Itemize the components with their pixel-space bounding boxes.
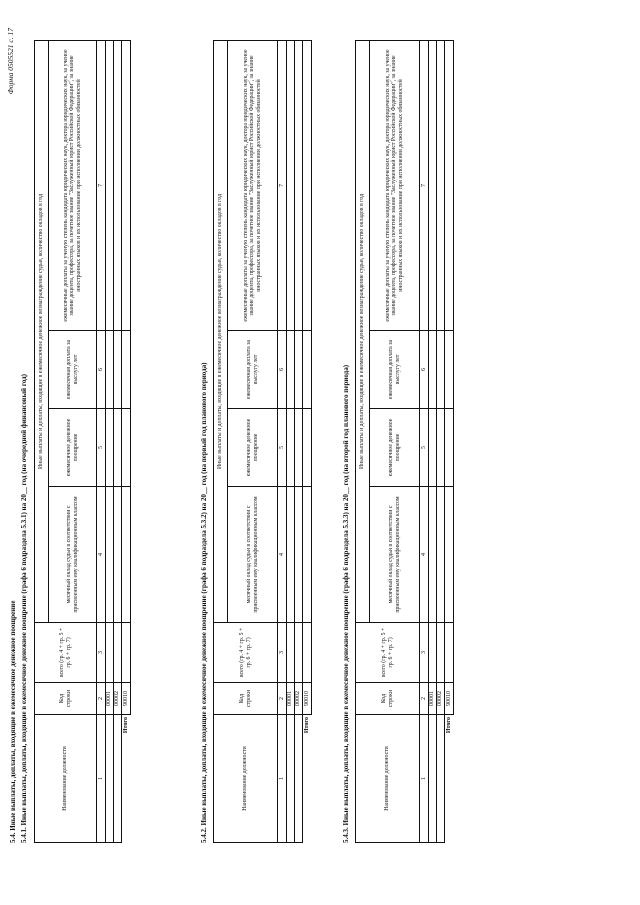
total-cell-5[interactable] [303, 409, 312, 487]
total-cell-7[interactable] [445, 40, 454, 330]
index-cell: 1 [97, 715, 106, 843]
cell-4[interactable] [429, 487, 437, 623]
col-header-5: ежемесячное денежное поощрение [228, 409, 278, 487]
table-3-title: 5.4.3. Иные выплаты, доплаты, входящие в ежемесячное денежное поощрение (графа 6 подраздела 5.3.3) на 20__ год (на второй год планового периода) [342, 364, 350, 843]
total-code: 90010 [303, 683, 312, 715]
total-code: 90010 [122, 683, 131, 715]
col-header-name: Наименование должности [214, 715, 278, 843]
table-row [429, 40, 437, 842]
cell-4[interactable] [106, 487, 114, 623]
row-code: 00002 [437, 683, 445, 715]
cell-5[interactable] [295, 409, 303, 487]
index-cell: 4 [420, 487, 429, 623]
index-cell: 4 [278, 487, 287, 623]
total-cell-4[interactable] [445, 487, 454, 623]
row-code: 00001 [287, 683, 295, 715]
total-row [303, 40, 312, 842]
table-1 [34, 40, 131, 843]
index-cell: 5 [97, 409, 106, 487]
col-header-6: ежемесячная доплата за выслугу лет [370, 331, 420, 409]
cell-6[interactable] [287, 331, 295, 409]
col-header-group: Иные выплаты и доплаты, входящие в ежемесячное денежное вознаграждение судьи, количество окладов в год [356, 40, 370, 622]
col-header-4: месячный оклад судьи в соответствии с присвоенным ему квалификационным классом [49, 487, 97, 623]
row-code: 00001 [429, 683, 437, 715]
col-header-6: ежемесячная доплата за выслугу лет [228, 331, 278, 409]
col-header-code: Код строки [35, 683, 97, 715]
cell-name[interactable] [295, 715, 303, 843]
cell-name[interactable] [106, 715, 114, 843]
form-code: Форма 0505521 с. 17 [6, 28, 15, 95]
index-cell: 4 [97, 487, 106, 623]
col-header-5: ежемесячное денежное поощрение [370, 409, 420, 487]
total-code: 90010 [445, 683, 454, 715]
index-cell: 5 [278, 409, 287, 487]
cell-name[interactable] [114, 715, 122, 843]
table-row [295, 40, 303, 842]
col-header-name: Наименование должности [35, 715, 97, 843]
cell-6[interactable] [295, 331, 303, 409]
total-value[interactable] [122, 623, 131, 683]
cell-6[interactable] [429, 331, 437, 409]
table-3 [355, 40, 454, 843]
row-code: 00002 [295, 683, 303, 715]
table-row [437, 40, 445, 842]
cell-6[interactable] [106, 331, 114, 409]
index-cell: 7 [420, 40, 429, 330]
table-row [106, 40, 114, 842]
cell-4[interactable] [114, 487, 122, 623]
col-header-4: месячный оклад судьи в соответствии с присвоенным ему квалификационным классом [370, 487, 420, 623]
index-cell: 3 [420, 623, 429, 683]
total-cell-4[interactable] [122, 487, 131, 623]
col-header-7: ежемесячные доплаты за ученую степень кандидата юридических наук, доктора юридических наук, за ученое звание доцента, профессора, за почетное звание "Заслуженный юрист Российской Федерации", за знание иностранных языков и их использование при исполнении должностных обязанностей [370, 40, 420, 330]
index-cell: 6 [420, 331, 429, 409]
cell-4[interactable] [295, 487, 303, 623]
total-cell-6[interactable] [445, 331, 454, 409]
table-2-title: 5.4.2. Иные выплаты, доплаты, входящие в ежемесячное денежное поощрение (графа 6 подраздела 5.3.2) на 20__ год (на первый год планового периода) [200, 362, 208, 843]
cell-total[interactable] [437, 623, 445, 683]
col-header-total: всего (гр. 4 + гр. 5 + гр. 6 + гр. 7) [214, 623, 278, 683]
cell-5[interactable] [287, 409, 295, 487]
cell-7[interactable] [287, 40, 295, 330]
col-header-6: ежемесячная доплата за выслугу лет [49, 331, 97, 409]
total-cell-5[interactable] [122, 409, 131, 487]
col-header-total: всего (гр. 4 + гр. 5 + гр. 6 + гр. 7) [35, 623, 97, 683]
index-cell: 3 [278, 623, 287, 683]
col-header-7: ежемесячные доплаты за ученую степень кандидата юридических наук, доктора юридических наук, за ученое звание доцента, профессора, за почетное звание "Заслуженный юрист Российской Федерации", за знание иностранных языков и их использование при исполнении должностных обязанностей [228, 40, 278, 330]
index-cell: 5 [420, 409, 429, 487]
index-cell: 6 [97, 331, 106, 409]
col-header-group: Иные выплаты и доплаты, входящие в ежемесячное денежное вознаграждение судьи, количество окладов в год [35, 40, 49, 622]
cell-7[interactable] [106, 40, 114, 330]
total-cell-6[interactable] [122, 331, 131, 409]
index-cell: 2 [97, 683, 106, 715]
cell-5[interactable] [114, 409, 122, 487]
cell-total[interactable] [429, 623, 437, 683]
index-cell: 2 [278, 683, 287, 715]
index-cell: 7 [97, 40, 106, 330]
total-row [122, 40, 131, 842]
col-header-total: всего (гр. 4 + гр. 5 + гр. 6 + гр. 7) [356, 623, 420, 683]
total-cell-5[interactable] [445, 409, 454, 487]
col-header-5: ежемесячное денежное поощрение [49, 409, 97, 487]
cell-total[interactable] [106, 623, 114, 683]
total-value[interactable] [445, 623, 454, 683]
col-header-name: Наименование должности [356, 715, 420, 843]
section-header: 5.4. Иные выплаты, доплаты, входящие в ежемесячное денежное поощрение [9, 600, 17, 843]
row-code: 00002 [114, 683, 122, 715]
col-header-7: ежемесячные доплаты за ученую степень кандидата юридических наук, доктора юридических наук, за ученое звание доцента, профессора, за почетное звание "Заслуженный юрист Российской Федерации", за знание иностранных языков и их использование при исполнении должностных обязанностей [49, 40, 97, 330]
cell-5[interactable] [429, 409, 437, 487]
cell-7[interactable] [437, 40, 445, 330]
cell-4[interactable] [287, 487, 295, 623]
cell-name[interactable] [437, 715, 445, 843]
total-value[interactable] [303, 623, 312, 683]
index-cell: 6 [278, 331, 287, 409]
cell-7[interactable] [114, 40, 122, 330]
total-cell-4[interactable] [303, 487, 312, 623]
cell-7[interactable] [295, 40, 303, 330]
total-label: Итого [303, 717, 310, 734]
cell-6[interactable] [114, 331, 122, 409]
cell-5[interactable] [437, 409, 445, 487]
total-cell-7[interactable] [303, 40, 312, 330]
col-header-4: месячный оклад судьи в соответствии с присвоенным ему квалификационным классом [228, 487, 278, 623]
col-header-code: Код строки [214, 683, 278, 715]
total-cell-7[interactable] [122, 40, 131, 330]
cell-name[interactable] [287, 715, 295, 843]
cell-total[interactable] [295, 623, 303, 683]
table-1-title: 5.4.1. Иные выплаты, доплаты, входящие в ежемесячное денежное поощрение (графа 6 подраздела 5.3.1) на 20__ год (на очередной финансовый год) [20, 374, 28, 843]
table-2 [213, 40, 312, 843]
cell-5[interactable] [106, 409, 114, 487]
total-label: Итого [445, 717, 452, 734]
total-label: Итого [122, 717, 129, 734]
cell-7[interactable] [429, 40, 437, 330]
col-header-code: Код строки [356, 683, 420, 715]
index-cell: 1 [278, 715, 287, 843]
index-cell: 7 [278, 40, 287, 330]
cell-name[interactable] [429, 715, 437, 843]
index-cell: 3 [97, 623, 106, 683]
cell-4[interactable] [437, 487, 445, 623]
index-cell: 1 [420, 715, 429, 843]
row-code: 00001 [106, 683, 114, 715]
total-row [445, 40, 454, 842]
cell-total[interactable] [114, 623, 122, 683]
cell-total[interactable] [287, 623, 295, 683]
index-cell: 2 [420, 683, 429, 715]
table-row [287, 40, 295, 842]
cell-6[interactable] [437, 331, 445, 409]
table-row [114, 40, 122, 842]
col-header-group: Иные выплаты и доплаты, входящие в ежемесячное денежное вознаграждение судьи, количество окладов в год [214, 40, 228, 622]
total-cell-6[interactable] [303, 331, 312, 409]
